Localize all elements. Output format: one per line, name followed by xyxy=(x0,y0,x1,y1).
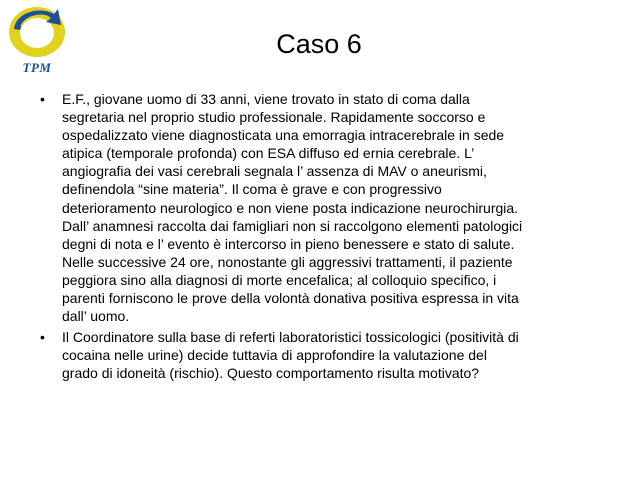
bullet-item-coordinator-question xyxy=(40,328,615,382)
bullet-line: atipica (temporale profonda) con ESA diffuso ed ernia cerebrale. L’ xyxy=(62,145,475,162)
bullet-line: angiografia dei vasi cerebrali segnala l’ assenza di MAV o aneurismi, xyxy=(62,163,487,180)
bullet-icon: • xyxy=(40,329,45,346)
bullet-line: grado di idoneità (rischio). Questo comportamento risulta motivato? xyxy=(62,365,480,382)
bullet-icon: • xyxy=(40,91,45,107)
bullet-line: definendola “sine materia”. Il coma è grave e con progressivo xyxy=(62,181,442,198)
bullet-line: dall’ uomo. xyxy=(62,308,130,325)
bullet-item-case-description xyxy=(40,90,615,325)
case-bullet-list xyxy=(40,90,615,383)
bullet-line: peggiora sino alla diagnosi di morte encefalica; al colloquio specifico, i xyxy=(62,271,497,288)
bullet-line: deterioramento neurologico e non viene posta indicazione neurochirurgia. xyxy=(62,199,519,216)
bullet-line: Dall’ anamnesi raccolta dai famigliari non si raccolgono elementi patologici xyxy=(62,217,523,234)
bullet-line: Nelle successive 24 ore, nonostante gli aggressivi trattamenti, il paziente xyxy=(62,253,513,270)
bullet-line: cocaina nelle urine) decide tuttavia di approfondire la valutazione del xyxy=(62,347,487,364)
bullet-line: degni di nota e l’ evento è intercorso in pieno benessere e stato di salute. xyxy=(62,235,515,252)
logo-text: TPM xyxy=(22,60,52,75)
bullet-line: segretaria nel proprio studio professionale. Rapidamente soccorso e xyxy=(62,109,486,126)
bullet-line: parenti forniscono le prove della volontà donativa positiva espressa in vita xyxy=(62,290,519,307)
bullet-line: Il Coordinatore sulla base di referti laboratoristici tossicologici (positività di xyxy=(62,329,519,346)
slide-title: Caso 6 xyxy=(276,29,362,59)
bullet-line: E.F., giovane uomo di 33 anni, viene trovato in stato di coma dalla xyxy=(62,91,470,107)
bullet-line: ospedalizzato viene diagnosticata una emorragia intracerebrale in sede xyxy=(62,127,505,144)
